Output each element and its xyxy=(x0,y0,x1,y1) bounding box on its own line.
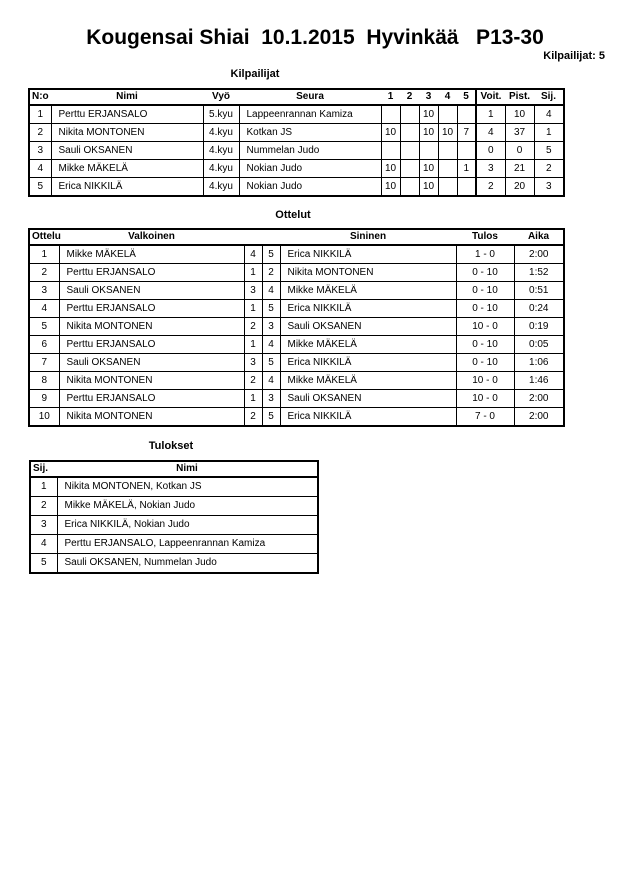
result-row xyxy=(30,516,318,535)
round-3-points: 10 xyxy=(419,124,438,142)
blue-competitor-name: Sauli OKSANEN xyxy=(280,390,456,408)
match-time: 0:19 xyxy=(514,318,564,336)
round-5-points xyxy=(457,178,476,197)
result-place: 2 xyxy=(30,497,57,516)
round-3-points: 10 xyxy=(419,160,438,178)
round-3-points xyxy=(419,142,438,160)
results-header-row xyxy=(30,461,318,477)
col-header-match: Ottelu xyxy=(29,229,59,245)
white-competitor-name: Perttu ERJANSALO xyxy=(59,300,244,318)
result-name: Sauli OKSANEN, Nummelan Judo xyxy=(57,554,318,574)
result-name: Mikke MÄKELÄ, Nokian Judo xyxy=(57,497,318,516)
col-header-wins: Voit. xyxy=(476,89,505,105)
blue-competitor-number: 2 xyxy=(262,264,280,282)
col-header-round-5: 5 xyxy=(457,89,476,105)
competitor-wins: 1 xyxy=(476,105,505,124)
blue-competitor-name: Mikke MÄKELÄ xyxy=(280,336,456,354)
competitor-place: 2 xyxy=(534,160,564,178)
white-competitor-name: Perttu ERJANSALO xyxy=(59,264,244,282)
col-header-blue: Sininen xyxy=(280,229,456,245)
match-row xyxy=(29,354,564,372)
match-number: 2 xyxy=(29,264,59,282)
white-competitor-number: 1 xyxy=(244,336,262,354)
match-number: 3 xyxy=(29,282,59,300)
competitor-name: Perttu ERJANSALO xyxy=(51,105,203,124)
match-result: 7 - 0 xyxy=(456,408,514,427)
result-place: 1 xyxy=(30,477,57,497)
competitor-belt: 4.kyu xyxy=(203,178,239,197)
competitors-header-row xyxy=(29,89,564,105)
white-competitor-number: 2 xyxy=(244,318,262,336)
section-title-ottelut: Ottelut xyxy=(275,209,311,221)
col-header-result-place: Sij. xyxy=(30,461,57,477)
match-result: 0 - 10 xyxy=(456,300,514,318)
col-header-round-3: 3 xyxy=(419,89,438,105)
blue-competitor-name: Sauli OKSANEN xyxy=(280,318,456,336)
competitor-wins: 0 xyxy=(476,142,505,160)
round-2-points xyxy=(400,142,419,160)
result-place: 5 xyxy=(30,554,57,574)
round-4-points xyxy=(438,160,457,178)
round-2-points xyxy=(400,124,419,142)
match-number: 5 xyxy=(29,318,59,336)
match-number: 6 xyxy=(29,336,59,354)
round-1-points: 10 xyxy=(381,160,400,178)
match-result: 0 - 10 xyxy=(456,354,514,372)
blue-competitor-name: Erica NIKKILÄ xyxy=(280,408,456,427)
round-1-points xyxy=(381,142,400,160)
competitor-club: Nummelan Judo xyxy=(239,142,381,160)
match-result: 10 - 0 xyxy=(456,390,514,408)
blue-competitor-number: 5 xyxy=(262,300,280,318)
col-header-points: Pist. xyxy=(505,89,534,105)
competitors-table xyxy=(28,88,565,197)
round-1-points: 10 xyxy=(381,124,400,142)
competitor-points: 20 xyxy=(505,178,534,197)
competitor-wins: 3 xyxy=(476,160,505,178)
blue-competitor-name: Mikke MÄKELÄ xyxy=(280,372,456,390)
competitor-belt: 4.kyu xyxy=(203,124,239,142)
match-time: 2:00 xyxy=(514,408,564,427)
match-row xyxy=(29,282,564,300)
round-4-points: 10 xyxy=(438,124,457,142)
competitor-number: 1 xyxy=(29,105,51,124)
col-header-blue-number xyxy=(262,229,280,245)
match-result: 0 - 10 xyxy=(456,264,514,282)
round-1-points: 10 xyxy=(381,178,400,197)
match-result: 1 - 0 xyxy=(456,245,514,264)
round-2-points xyxy=(400,178,419,197)
competitor-belt: 4.kyu xyxy=(203,160,239,178)
white-competitor-name: Nikita MONTONEN xyxy=(59,408,244,427)
result-row xyxy=(30,497,318,516)
competitor-club: Kotkan JS xyxy=(239,124,381,142)
competitor-points: 10 xyxy=(505,105,534,124)
result-place: 3 xyxy=(30,516,57,535)
competitor-place: 4 xyxy=(534,105,564,124)
blue-competitor-number: 4 xyxy=(262,282,280,300)
col-header-round-2: 2 xyxy=(400,89,419,105)
match-result: 10 - 0 xyxy=(456,318,514,336)
round-5-points: 7 xyxy=(457,124,476,142)
col-header-time: Aika xyxy=(514,229,564,245)
blue-competitor-number: 4 xyxy=(262,372,280,390)
match-number: 7 xyxy=(29,354,59,372)
white-competitor-number: 2 xyxy=(244,372,262,390)
col-header-white: Valkoinen xyxy=(59,229,244,245)
competitor-points: 0 xyxy=(505,142,534,160)
competitor-belt: 5.kyu xyxy=(203,105,239,124)
col-header-club: Seura xyxy=(239,89,381,105)
white-competitor-number: 2 xyxy=(244,408,262,427)
result-name: Perttu ERJANSALO, Lappeenrannan Kamiza xyxy=(57,535,318,554)
competitor-number: 5 xyxy=(29,178,51,197)
competitor-place: 3 xyxy=(534,178,564,197)
competitor-row xyxy=(29,178,564,197)
match-time: 1:52 xyxy=(514,264,564,282)
match-row xyxy=(29,245,564,264)
competitor-club: Lappeenrannan Kamiza xyxy=(239,105,381,124)
match-number: 9 xyxy=(29,390,59,408)
col-header-result: Tulos xyxy=(456,229,514,245)
match-row xyxy=(29,390,564,408)
competitor-row xyxy=(29,160,564,178)
competitor-row xyxy=(29,124,564,142)
col-header-round-4: 4 xyxy=(438,89,457,105)
blue-competitor-name: Nikita MONTONEN xyxy=(280,264,456,282)
white-competitor-name: Perttu ERJANSALO xyxy=(59,336,244,354)
match-time: 0:51 xyxy=(514,282,564,300)
blue-competitor-number: 5 xyxy=(262,408,280,427)
blue-competitor-number: 5 xyxy=(262,245,280,264)
competitor-number: 2 xyxy=(29,124,51,142)
match-row xyxy=(29,264,564,282)
round-4-points xyxy=(438,142,457,160)
match-row xyxy=(29,408,564,427)
white-competitor-number: 3 xyxy=(244,282,262,300)
section-title-kilpailijat: Kilpailijat xyxy=(230,68,280,80)
match-time: 2:00 xyxy=(514,245,564,264)
white-competitor-number: 3 xyxy=(244,354,262,372)
round-5-points xyxy=(457,105,476,124)
white-competitor-number: 1 xyxy=(244,300,262,318)
white-competitor-number: 1 xyxy=(244,390,262,408)
match-number: 10 xyxy=(29,408,59,427)
results-table xyxy=(29,460,319,574)
competitor-belt: 4.kyu xyxy=(203,142,239,160)
round-3-points: 10 xyxy=(419,105,438,124)
match-row xyxy=(29,300,564,318)
match-result: 0 - 10 xyxy=(456,336,514,354)
competitor-place: 5 xyxy=(534,142,564,160)
round-5-points: 1 xyxy=(457,160,476,178)
match-result: 0 - 10 xyxy=(456,282,514,300)
blue-competitor-number: 3 xyxy=(262,390,280,408)
blue-competitor-number: 4 xyxy=(262,336,280,354)
round-1-points xyxy=(381,105,400,124)
round-4-points xyxy=(438,105,457,124)
page-title: Kougensai Shiai 10.1.2015 Hyvinkää P13-30 xyxy=(86,26,544,49)
col-header-no: N:o xyxy=(29,89,51,105)
match-row xyxy=(29,318,564,336)
result-name: Erica NIKKILÄ, Nokian Judo xyxy=(57,516,318,535)
competitor-row xyxy=(29,105,564,124)
white-competitor-name: Sauli OKSANEN xyxy=(59,282,244,300)
match-number: 8 xyxy=(29,372,59,390)
result-row xyxy=(30,554,318,574)
round-2-points xyxy=(400,160,419,178)
blue-competitor-name: Erica NIKKILÄ xyxy=(280,354,456,372)
matches-header-row xyxy=(29,229,564,245)
col-header-white-number xyxy=(244,229,262,245)
white-competitor-name: Sauli OKSANEN xyxy=(59,354,244,372)
section-title-tulokset: Tulokset xyxy=(148,440,194,452)
col-header-name: Nimi xyxy=(51,89,203,105)
white-competitor-name: Nikita MONTONEN xyxy=(59,318,244,336)
competitor-wins: 4 xyxy=(476,124,505,142)
competitor-name: Erica NIKKILÄ xyxy=(51,178,203,197)
match-time: 0:24 xyxy=(514,300,564,318)
white-competitor-number: 4 xyxy=(244,245,262,264)
match-number: 1 xyxy=(29,245,59,264)
competitor-points: 37 xyxy=(505,124,534,142)
competitor-name: Nikita MONTONEN xyxy=(51,124,203,142)
matches-table xyxy=(28,228,565,427)
competitor-club: Nokian Judo xyxy=(239,160,381,178)
result-name: Nikita MONTONEN, Kotkan JS xyxy=(57,477,318,497)
white-competitor-name: Perttu ERJANSALO xyxy=(59,390,244,408)
competitor-club: Nokian Judo xyxy=(239,178,381,197)
white-competitor-name: Nikita MONTONEN xyxy=(59,372,244,390)
result-row xyxy=(30,535,318,554)
match-time: 2:00 xyxy=(514,390,564,408)
round-3-points: 10 xyxy=(419,178,438,197)
col-header-round-1: 1 xyxy=(381,89,400,105)
result-place: 4 xyxy=(30,535,57,554)
round-4-points xyxy=(438,178,457,197)
blue-competitor-name: Erica NIKKILÄ xyxy=(280,245,456,264)
match-row xyxy=(29,336,564,354)
match-result: 10 - 0 xyxy=(456,372,514,390)
blue-competitor-name: Erica NIKKILÄ xyxy=(280,300,456,318)
competitor-points: 21 xyxy=(505,160,534,178)
blue-competitor-number: 3 xyxy=(262,318,280,336)
white-competitor-name: Mikke MÄKELÄ xyxy=(59,245,244,264)
competitor-wins: 2 xyxy=(476,178,505,197)
match-time: 1:06 xyxy=(514,354,564,372)
match-time: 1:46 xyxy=(514,372,564,390)
competitor-number: 3 xyxy=(29,142,51,160)
competitor-number: 4 xyxy=(29,160,51,178)
competitor-place: 1 xyxy=(534,124,564,142)
competitor-name: Sauli OKSANEN xyxy=(51,142,203,160)
round-5-points xyxy=(457,142,476,160)
match-row xyxy=(29,372,564,390)
match-time: 0:05 xyxy=(514,336,564,354)
col-header-result-name: Nimi xyxy=(57,461,318,477)
white-competitor-number: 1 xyxy=(244,264,262,282)
competitors-count: Kilpailijat: 5 xyxy=(543,50,605,62)
col-header-belt: Vyö xyxy=(203,89,239,105)
blue-competitor-number: 5 xyxy=(262,354,280,372)
competitor-row xyxy=(29,142,564,160)
competitor-name: Mikke MÄKELÄ xyxy=(51,160,203,178)
col-header-place: Sij. xyxy=(534,89,564,105)
round-2-points xyxy=(400,105,419,124)
match-number: 4 xyxy=(29,300,59,318)
blue-competitor-name: Mikke MÄKELÄ xyxy=(280,282,456,300)
result-row xyxy=(30,477,318,497)
